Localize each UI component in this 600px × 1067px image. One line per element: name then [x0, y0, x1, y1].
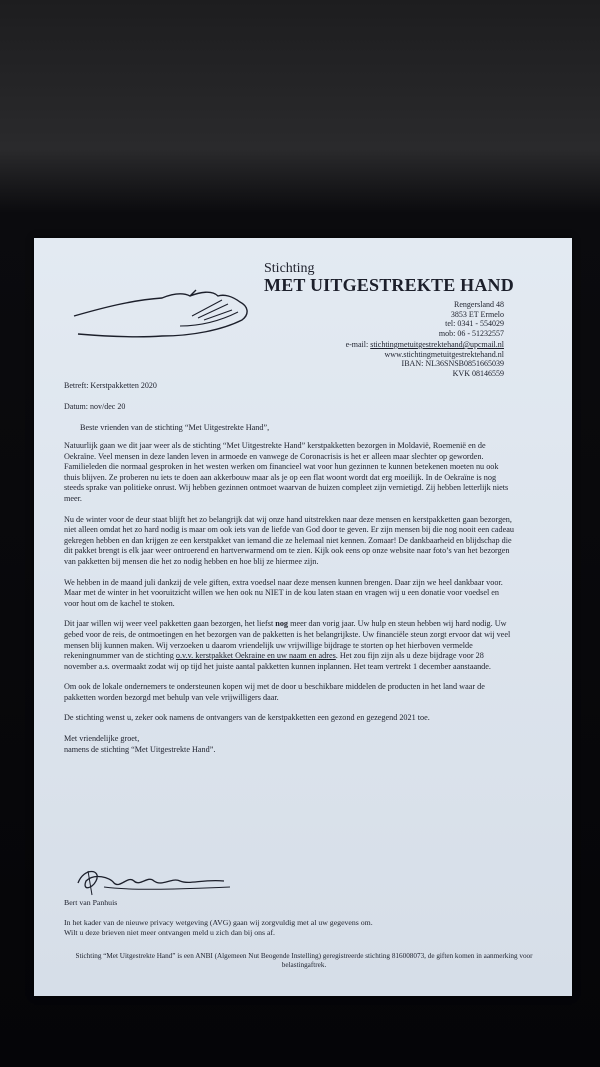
org-name-prefix: Stichting — [264, 261, 315, 276]
subject-line: Betreft: Kerstpakketten 2020 — [64, 381, 157, 390]
kvk: KVK 08146559 — [452, 368, 504, 378]
paragraph-4 — [64, 619, 514, 672]
paragraph-1: Natuurlijk gaan we dit jaar weer als de stichting “Met Uitgestrekte Hand” kerstpakketten bezorgen in Moldavië, Roemenië en de Oekraïne. Veel mensen in deze landen leven in armoede en vanwege de Coronacrisis is het er alleen maar slechter op geworden. Familieleden die normaal gesproken in het westen werken om financieel wat voor hun gezinnen te kunnen betekenen moeten nu ook thuis blijven. Ze proberen nu iets te doen aan akkerbouw maar als je op een flat woont wordt dat erg moeilijk. In de Oekraïne is nog steeds sprake van politieke onrust. Wij hebben gezinnen ontmoet waarvan de huizen compleet zijn vernietigd. Zij hebben letterlijk niets meer. — [64, 441, 509, 503]
address-phone: tel: 0341 - 554029 — [445, 319, 504, 328]
address-street: Rengersland 48 — [454, 300, 504, 309]
iban: IBAN: NL36SNSB0851665039 — [401, 359, 504, 368]
website-link[interactable]: www.stichtingmetuitgestrektehand.nl — [384, 349, 504, 359]
address-mobile: mob: 06 - 51232557 — [438, 328, 504, 338]
anbi-notice: Stichting “Met Uitgestrekte Hand” is een ANBI (Algemeen Nut Beogende Instelling) geregistreerde stichting 816008073, de giften komen in aanmerking voor belastingaftrek. — [75, 952, 533, 969]
privacy-line-2: Wilt u deze brieven niet meer ontvangen meld u zich dan bij ons af. — [64, 928, 275, 937]
signature-icon — [74, 863, 234, 899]
paragraph-4-part-a: Dit jaar willen wij weer veel pakketten gaan bezorgen, het liefst — [64, 619, 274, 629]
paragraph-6: De stichting wenst u, zeker ook namens de ontvangers van de kerstpakketten een gezond en gezegend 2021 toe. — [64, 713, 430, 723]
paragraph-4-emphasis: nog — [275, 619, 289, 629]
email-label: e-mail: — [345, 340, 369, 349]
closing-line-2: namens de stichting “Met Uitgestrekte Hand”. — [64, 744, 216, 754]
privacy-notice — [64, 918, 373, 938]
email-link[interactable]: stichtingmetuitgestrektehand@upcmail.nl — [370, 340, 504, 349]
org-name: MET UITGESTREKTE HAND — [264, 275, 514, 295]
closing-line-1: Met vriendelijke groet, — [64, 734, 140, 744]
paragraph-3: We hebben in de maand juli dankzij de vele giften, extra voedsel naar deze mensen kunnen brengen. Daar zijn we heel dankbaar voor. Maar met de winter in het vooruitzicht willen we hen ook nu NIET in de kou laten staan en vragen wij u een donatie voor voedsel en voor hout om de kachel te stoken. — [64, 577, 503, 608]
address-city: 3853 ET Ermelo — [450, 309, 504, 319]
date-line: Datum: nov/dec 20 — [64, 402, 126, 411]
org-address-block — [346, 300, 504, 378]
letter-body — [64, 441, 514, 755]
privacy-line-1: In het kader van de nieuwe privacy wetgeving (AVG) gaan wij zorgvuldig met al uw gegevens om. — [64, 918, 373, 927]
paragraph-4-part-e: . Het zou fijn zijn als u deze bijdrage voor 28 november a.s. overmaakt zodat wij op tijd het juiste aantal pakketten kunnen inplannen. Het team vertrekt 1 december aanstaande. — [64, 651, 491, 671]
paragraph-4-reference: o.v.v. kerstpakket Oekraine en uw naam en adres — [175, 651, 336, 661]
outstretched-hand-icon — [72, 286, 252, 346]
email-line — [346, 340, 504, 350]
greeting: Beste vrienden van de stichting “Met Uitgestrekte Hand”, — [80, 423, 270, 432]
paragraph-2: Nu de winter voor de deur staat blijft het zo belangrijk dat wij onze hand uitstrekken naar deze mensen en kerstpakketten gaan bezorgen, niet alleen omdat het zo hard nodig is maar om ook iets van de liefde van God door te geven. Er zijn mensen bij die nog nooit een cadeau gekregen hebben en dan krijgen ze een kerstpakket van iemand die ze helemaal niet kennen. Zomaar! De dankbaarheid en blijdschap die dit pakket brengt is elk jaar weer ontroerend en hartverwarmend om te zien. Kijk ook eens op onze website naar foto’s van het bezorgen van pakketten bij mensen die het zo nodig hebben en hoe blij ze hiermee zijn. — [64, 514, 514, 566]
signer-name: Bert van Panhuis — [64, 898, 118, 907]
paragraph-5: Om ook de lokale ondernemers te ondersteunen kopen wij met de door u beschikbare middelen de producten in het land waar de pakketten worden bezorgd met behulp van vele vrijwilligers daar. — [64, 682, 485, 702]
paragraph-4-part-c: meer dan vorig jaar. Uw hulp en steun hebben wij hard nodig. Uw gebed voor de reis, de ontmoetingen en het bezorgen van de pakketten is het belangrijkste. Uw financiële steun zorgt ervoor dat wij veel mensen blij kunnen maken. Wij verzoeken u daarom vriendelijk uw vrijwillige bijdrage te storten op het hierboven vermelde rekeningnummer van de stichting — [64, 619, 511, 661]
letter-page — [34, 238, 572, 996]
